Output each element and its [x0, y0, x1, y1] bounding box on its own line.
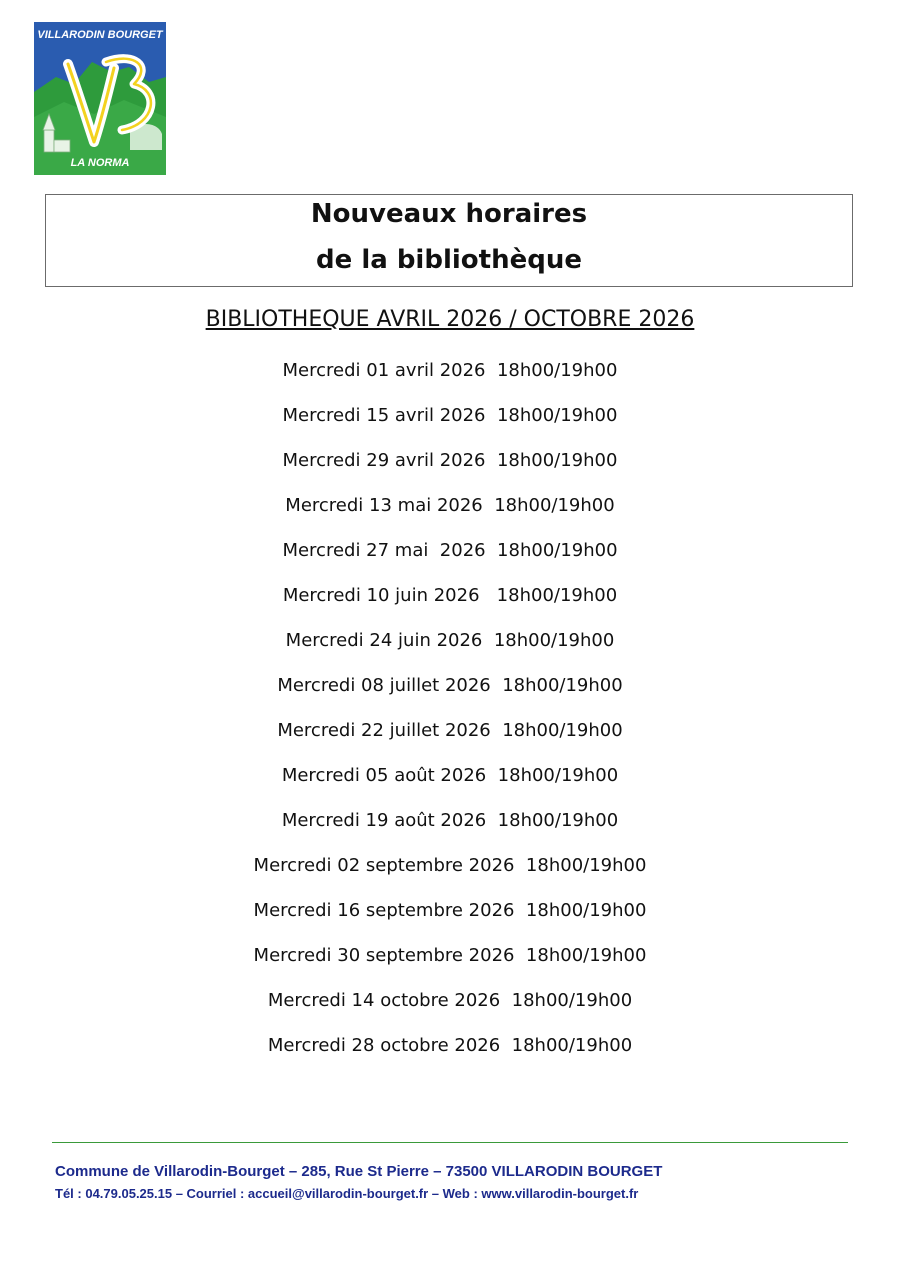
session-item: Mercredi 02 septembre 2026 18h00/19h00 [253, 855, 647, 876]
footer-contact: Tél : 04.79.05.25.15 – Courriel : accueil@villarodin-bourget.fr – Web : www.villarodin-bourget.fr [55, 1186, 639, 1201]
session-item: Mercredi 27 mai 2026 18h00/19h00 [282, 540, 618, 561]
session-item: Mercredi 15 avril 2026 18h00/19h00 [282, 405, 618, 426]
session-item: Mercredi 29 avril 2026 18h00/19h00 [282, 450, 618, 471]
session-item: Mercredi 10 juin 2026 18h00/19h00 [282, 585, 618, 606]
footer-divider [52, 1142, 848, 1143]
title-box [45, 194, 853, 287]
session-item: Mercredi 08 juillet 2026 18h00/19h00 [277, 675, 623, 696]
schedule-subtitle: BIBLIOTHEQUE AVRIL 2026 / OCTOBRE 2026 [205, 307, 695, 332]
logo-top-text: VILLARODIN BOURGET [37, 29, 163, 41]
footer-address: Commune de Villarodin-Bourget – 285, Rue St Pierre – 73500 VILLARODIN BOURGET [55, 1163, 663, 1180]
session-item: Mercredi 13 mai 2026 18h00/19h00 [285, 495, 615, 516]
session-item: Mercredi 14 octobre 2026 18h00/19h00 [267, 990, 633, 1011]
title-line-2: de la bibliothèque [316, 245, 582, 275]
session-list [0, 357, 900, 1077]
session-item: Mercredi 28 octobre 2026 18h00/19h00 [267, 1035, 633, 1056]
session-item: Mercredi 22 juillet 2026 18h00/19h00 [277, 720, 623, 741]
logo-bottom-text: LA NORMA [70, 157, 130, 169]
session-item: Mercredi 01 avril 2026 18h00/19h00 [282, 360, 618, 381]
session-item: Mercredi 05 août 2026 18h00/19h00 [281, 765, 619, 786]
title-line-1: Nouveaux horaires [310, 199, 588, 229]
session-item: Mercredi 19 août 2026 18h00/19h00 [281, 810, 619, 831]
villarodin-bourget-logo [34, 22, 166, 175]
session-item: Mercredi 16 septembre 2026 18h00/19h00 [253, 900, 647, 921]
session-item: Mercredi 24 juin 2026 18h00/19h00 [285, 630, 615, 651]
session-item: Mercredi 30 septembre 2026 18h00/19h00 [253, 945, 647, 966]
